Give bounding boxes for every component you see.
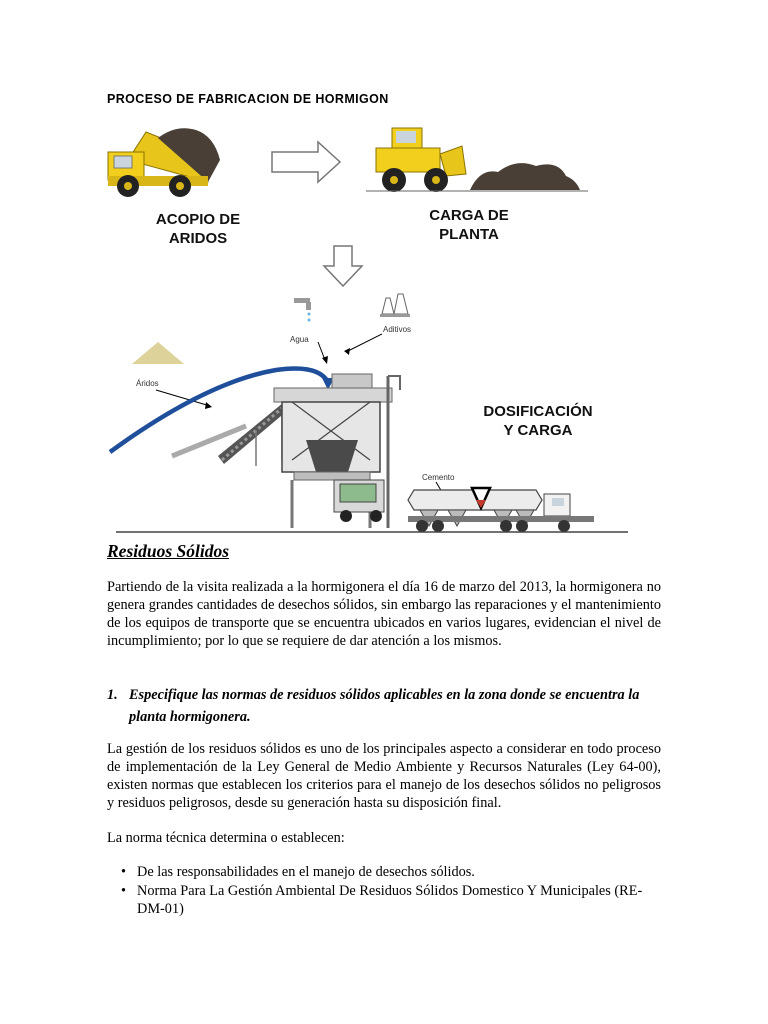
label-dosificacion-line1: DOSIFICACIÓN: [483, 403, 593, 420]
label-carga-line1: CARGA DE: [429, 207, 509, 224]
question-number: 1.: [107, 687, 118, 703]
arrow-down-icon: [324, 246, 362, 286]
cement-tanker-icon: [408, 488, 594, 532]
flask-icon: [380, 294, 410, 317]
bullet-icon: •: [121, 883, 127, 899]
label-cemento: Cemento: [422, 473, 455, 482]
wheel-loader-icon: [376, 128, 580, 192]
list-item: [107, 863, 661, 881]
paragraph-norma: La norma técnica determina o establecen:: [107, 830, 345, 846]
question-text: Especifique las normas de residuos sólidos aplicables en la zona donde se encuentra la planta hormigonera.: [129, 687, 640, 725]
question-item: [107, 684, 661, 728]
dump-truck-icon: [108, 128, 220, 197]
faucet-icon: [294, 298, 311, 322]
page-title: PROCESO DE FABRICACION DE HORMIGON: [107, 92, 389, 106]
paragraph-gestion: La gestión de los residuos sólidos es uno de los principales aspecto a considerar en todo proceso de implementación de la Ley General de Medio Ambiente y Recursos Naturales (Ley 64-00), existen normas que establecen los criterios para el manejo de los desechos sólidos no peligrosos y residuos peligrosos, desde su generación hasta su disposición final.: [107, 741, 661, 811]
label-carga-line2: PLANTA: [439, 226, 499, 243]
list-item-text: Norma Para La Gestión Ambiental De Residuos Sólidos Domestico Y Municipales (RE-DM-01): [137, 883, 643, 917]
section-heading: Residuos Sólidos: [107, 541, 230, 561]
label-agua: Agua: [290, 335, 309, 344]
label-acopio-line1: ACOPIO DE: [155, 211, 241, 228]
sand-pile-icon: [132, 342, 184, 364]
label-acopio-line2: ARIDOS: [168, 230, 228, 247]
norms-list: [107, 863, 661, 919]
label-aditivos: Aditivos: [383, 325, 412, 334]
label-aridos: Áridos: [136, 379, 159, 388]
arrow-right-icon: [272, 142, 340, 182]
mixer-truck-icon: [334, 480, 384, 522]
list-item-text: De las responsabilidades en el manejo de desechos sólidos.: [137, 864, 475, 880]
bullet-icon: •: [121, 864, 127, 880]
list-item: [107, 882, 661, 918]
label-dosificacion-line2: Y CARGA: [503, 422, 573, 439]
process-diagram: [96, 120, 636, 538]
paragraph-visit: Partiendo de la visita realizada a la hormigonera el día 16 de marzo del 2013, la hormigonera no genera grandes cantidades de desechos sólidos, sin embargo las reparaciones y el mantenimiento de los equipos de transporte que se encuentra ubicados en varios lugares, evidencian el nivel de incumplimiento; por lo que se requiere de dar atención a los mismos.: [107, 579, 661, 649]
